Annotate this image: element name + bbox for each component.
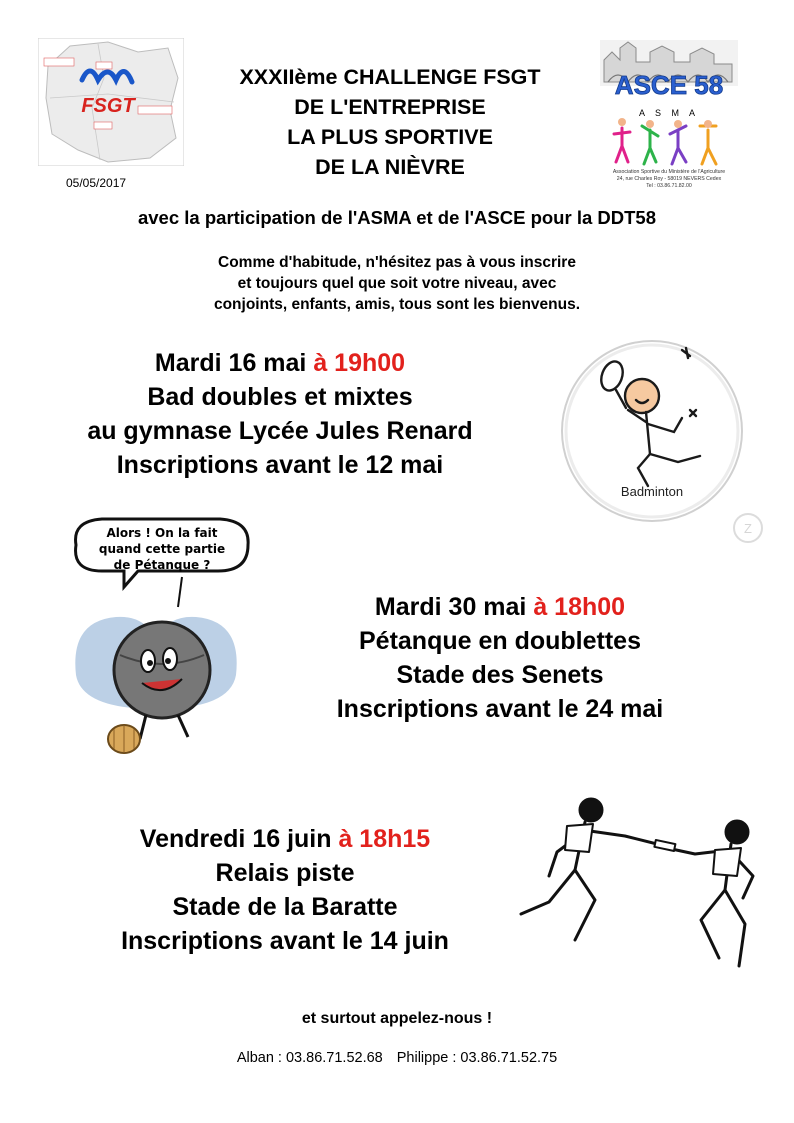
- event-petanque: [290, 590, 710, 726]
- event-activity: Bad doubles et mixtes: [147, 383, 413, 411]
- participation-line: avec la participation de l'ASMA et de l'ASCE pour la DDT58: [137, 207, 656, 228]
- contact-numbers: [0, 1050, 794, 1066]
- event-place: Stade des Senets: [396, 661, 604, 689]
- contact-philippe: Philippe : 03.86.71.52.75: [396, 1050, 558, 1066]
- bubble-line: de Pétanque ?: [113, 558, 211, 572]
- event-relay: [60, 822, 510, 958]
- document-date: 05/05/2017: [66, 176, 127, 190]
- event-deadline: Inscriptions avant le 24 mai: [336, 695, 664, 723]
- event-place: au gymnase Lycée Jules Renard: [87, 417, 473, 445]
- svg-text:24, rue Charles Roy - 58019 NE: 24, rue Charles Roy - 58019 NEVERS Cedex: [616, 176, 722, 182]
- watermark-icon: [731, 511, 765, 545]
- event-place: Stade de la Baratte: [172, 893, 398, 921]
- challenge-title: XXXIIème CHALLENGE FSGT DE L'ENTREPRISE LA PLUS SPORTIVE DE LA NIÈVRE: [239, 65, 541, 179]
- intro-text: Comme d'habitude, n'hésitez pas à vous inscrire et toujours quel que soit votre niveau, avec conjoints, enfants, amis, tous sont les bienvenus.: [213, 254, 581, 313]
- asce-logo-text: ASCE 58: [614, 70, 724, 100]
- event-deadline: Inscriptions avant le 12 mai: [116, 451, 444, 479]
- svg-text:Z: Z: [744, 521, 752, 536]
- svg-text:Tel : 03.86.71.82.00: Tel : 03.86.71.82.00: [646, 183, 692, 188]
- asce58-logo: [598, 38, 740, 188]
- contact-alban: Alban : 03.86.71.52.68: [236, 1050, 383, 1066]
- fsgt-logo-text: FSGT: [81, 95, 135, 117]
- call-to-action: et surtout appelez-nous !: [301, 1010, 493, 1027]
- badminton-illustration: [554, 336, 750, 526]
- event-badminton: [30, 346, 530, 482]
- badminton-caption: Badminton: [620, 484, 684, 499]
- petanque-illustration: [62, 515, 262, 760]
- bubble-line: quand cette partie: [98, 542, 226, 556]
- relay-runners-illustration: [505, 790, 765, 980]
- bubble-line: Alors ! On la fait: [106, 526, 218, 540]
- event-date: Vendredi 16 juin à 18h15: [139, 825, 431, 853]
- svg-text:Association Sportive du Minist: Association Sportive du Ministère de l'Agriculture: [612, 169, 726, 175]
- asma-letters: A S M A: [638, 108, 700, 118]
- event-deadline: Inscriptions avant le 14 juin: [121, 927, 449, 955]
- event-activity: Relais piste: [215, 859, 355, 887]
- event-activity: Pétanque en doublettes: [359, 627, 641, 655]
- event-date: Mardi 16 mai à 19h00: [154, 349, 406, 377]
- event-date: Mardi 30 mai à 18h00: [374, 593, 626, 621]
- fsgt-map-logo: [38, 38, 184, 166]
